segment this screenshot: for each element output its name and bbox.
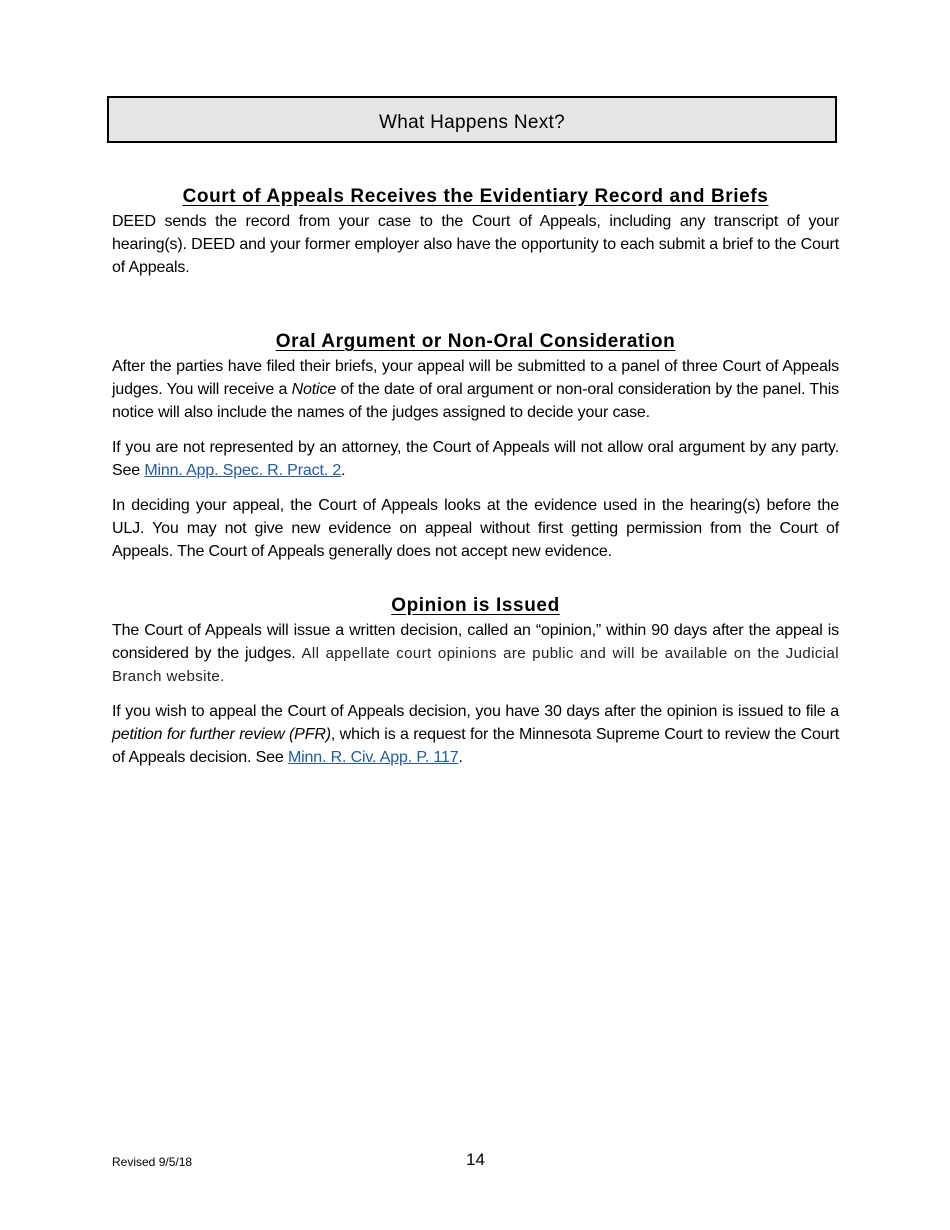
paragraph-further-review [112,700,839,769]
section-heading-oral-argument: Oral Argument or Non-Oral Consideration [275,331,676,352]
section-oral-argument [112,329,839,563]
paragraph-text: of the date of oral argument or non-oral consideration by the panel. This notice will also include the names of the judges assigned to decide your case. [112,381,839,421]
paragraph-text: The Court of Appeals will issue a written decision, called an “opinion,” within 90 days after the appeal is considered by the judges. [112,622,839,662]
paragraph-record-and-briefs: DEED sends the record from your case to the Court of Appeals, including any transcript of your hearing(s). DEED and your former employer also have the opportunity to each submit a brief to the Court of Appeals. [112,213,839,276]
section-record-and-briefs [112,184,839,279]
emphasis-notice: Notice [291,381,337,398]
paragraph-text: After the parties have filed their briefs, your appeal will be submitted to a panel of three Court of Appeals judges. You will receive a [112,358,839,398]
section-opinion-issued [112,593,839,769]
emphasis-pfr: petition for further review (PFR) [112,726,331,743]
revision-date: Revised 9/5/18 [112,1155,193,1169]
paragraph-text: . [341,462,346,479]
paragraph-text: , which is a request for the Minnesota Supreme Court to review the Court of Appeals decision. See [112,726,840,766]
paragraph-text: . [458,749,463,766]
link-minn-r-civ-app-p-117[interactable]: Minn. R. Civ. App. P. 117 [287,749,459,766]
paragraph-public-opinions: All appellate court opinions are public and will be available on the Judicial Branch website. [112,645,840,685]
paragraph-evidence: In deciding your appeal, the Court of Appeals looks at the evidence used in the hearing(s) before the ULJ. You may not give new evidence on appeal without first getting permission from the Court of Appeals. The Court of Appeals generally does not accept new evidence. [112,497,839,560]
page-title-banner [107,96,837,143]
paragraph-text: If you are not represented by an attorney, the Court of Appeals will not allow oral argument by any party. See [112,439,839,479]
paragraph-attorney [112,436,839,482]
link-minn-app-spec-r-pract-2[interactable]: Minn. App. Spec. R. Pract. 2 [144,462,342,479]
paragraph-text: If you wish to appeal the Court of Appeals decision, you have 30 days after the opinion is issued to file a [112,703,839,720]
page-title: What Happens Next? [379,112,565,133]
paragraph-written-decision [112,619,839,688]
paragraph-panel-notice [112,355,839,424]
document-body [112,184,839,769]
page-number: 14 [466,1150,485,1169]
section-heading-record-and-briefs: Court of Appeals Receives the Evidentiary Record and Briefs [182,186,769,207]
section-heading-opinion-issued: Opinion is Issued [391,595,560,616]
